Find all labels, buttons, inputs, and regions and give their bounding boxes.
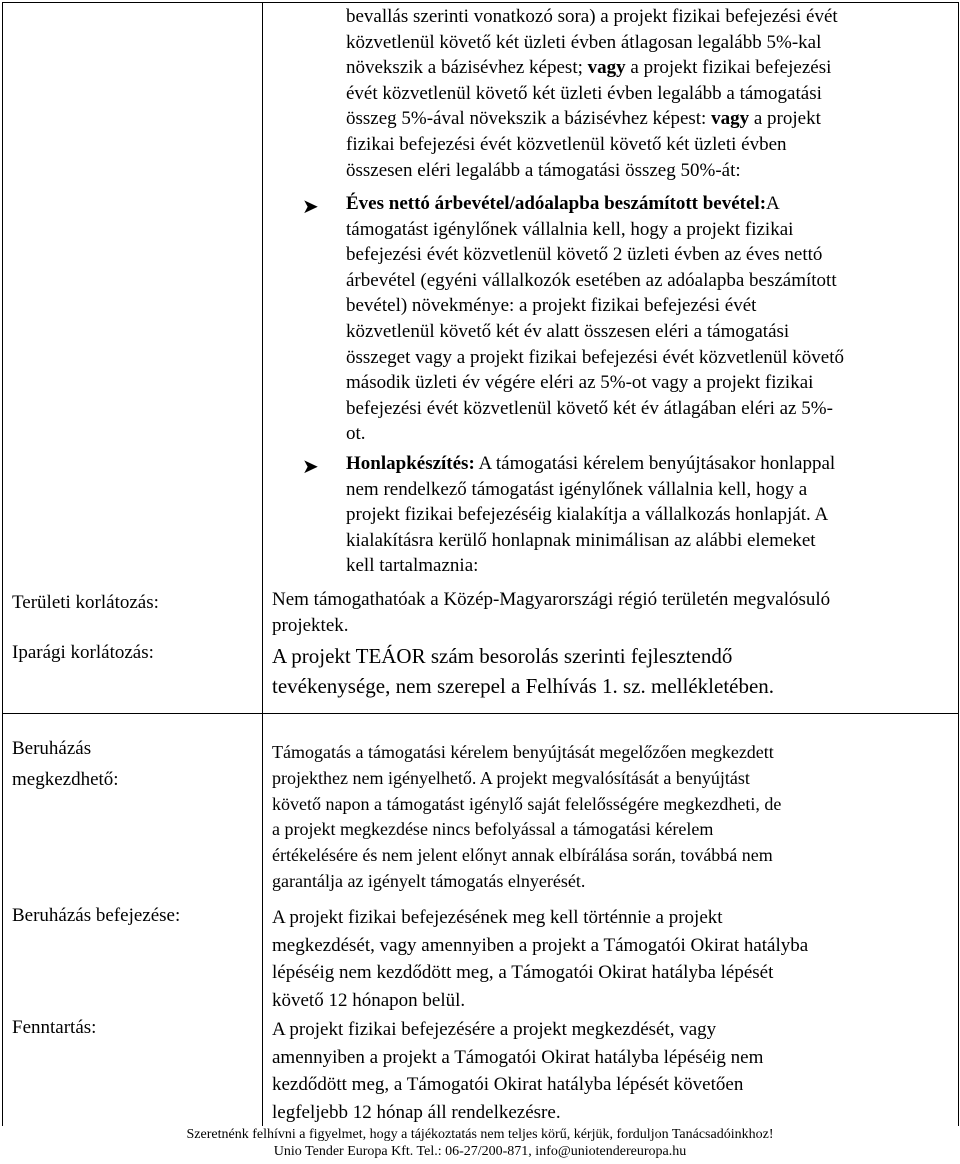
industry-restriction-label: Iparági korlátozás:	[12, 642, 154, 663]
arrow-bullet-icon: ➤	[302, 196, 319, 218]
footer-contact: Unio Tender Europa Kft. Tel.: 06-27/200-871, info@uniotendereuropa.hu	[273, 1144, 687, 1159]
industry-restriction-text: A projekt TEÁOR szám besorolás szerinti fejlesztendő tevékenysége, nem szerepel a Felhívás 1. sz. mellékletében.	[272, 644, 775, 698]
section-divider	[2, 713, 959, 714]
investment-start-text: Támogatás a támogatási kérelem benyújtását megelőzően megkezdett projekthez nem igényelhető. A projekt megvalósítását a benyújtást követő napon a támogatást igénylő saját felelősségére megkezdheti, de a projekt megkezdése nincs befolyással a támogatási kérelem értékelésére és nem jelent előnyt annak elbírálása során, továbbá nem garantálja az igényelt támogatás elnyerését.	[272, 742, 782, 891]
table-left-border	[2, 2, 3, 1126]
maintenance-text: A projekt fizikai befejezésére a projekt megkezdését, vagy amennyiben a projekt a Támogatói Okirat hatályba lépéséig nem kezdődött meg, a Támogatói Okirat hatályba lépését követően legfeljebb 12 hónap áll rendelkezésre.	[272, 1019, 764, 1123]
column-divider	[262, 2, 263, 1126]
bullet-revenue-title: Éves nettó árbevétel/adóalapba beszámított bevétel:	[346, 193, 767, 214]
investment-start-label: Beruházás megkezdhető:	[12, 738, 119, 790]
territorial-restriction-text: Nem támogathatóak a Közép-Magyarországi régió területén megvalósuló projektek.	[272, 589, 831, 636]
bullet-revenue: Éves nettó árbevétel/adóalapba beszámított bevétel:A támogatást igénylőnek vállalnia kell, hogy a projekt fizikai befejezési évét közvetlenül követő 2 üzleti évben az éves nettó árbevétel (egyéni vállalkozók esetében az adóalapba beszámított bevétel) növekménye: a projekt fizikai befejezési évét közvetlenül követő két év alatt összesen eléri a támogatási összeget vagy a projekt fizikai befejezési évét közvetlenül követő második üzleti év végére eléri az 5%-ot vagy a projekt fizikai befejezési évét közvetlenül követő két év átlagában eléri az 5%- ot.	[346, 193, 845, 445]
footer-notice: Szeretnénk felhívni a figyelmet, hogy a tájékoztatás nem teljes körű, kérjük, forduljon Tanácsadóinkhoz!	[186, 1127, 774, 1142]
investment-end-label: Beruházás befejezése:	[12, 905, 181, 926]
table-top-border	[2, 2, 959, 3]
bullet-website: Honlapkészítés: A támogatási kérelem benyújtásakor honlappal nem rendelkező támogatást igénylőnek vállalnia kell, hogy a projekt fizikai befejezéséig kialakítja a vállalkozás honlapját. A kialakításra kerülő honlapnak minimálisan az alábbi elemeket kell tartalmaznia:	[346, 453, 836, 577]
maintenance-label: Fenntartás:	[12, 1017, 97, 1038]
intro-paragraph: bevallás szerinti vonatkozó sora) a projekt fizikai befejezési évét közvetlenül követő két üzleti évben átlagosan legalább 5%-kal növekszik a bázisévhez képest; vagy a projekt fizikai befejezési évét közvetlenül követő két üzleti évben legalább a támogatási összeg 5%-ával növekszik a bázisévhez képest: vagy a projekt fizikai befejezési évét közvetlenül követő két üzleti évben összesen eléri legalább a támogatási összeg 50%-át:	[346, 6, 838, 181]
arrow-bullet-icon: ➤	[302, 456, 319, 478]
investment-end-text: A projekt fizikai befejezésének meg kell történnie a projekt megkezdését, vagy amennyiben a projekt a Támogatói Okirat hatályba lépéséig nem kezdődött meg, a Támogatói Okirat hatályba lépését követő 12 hónapon belül.	[272, 907, 809, 1011]
table-right-border	[958, 2, 959, 1126]
bullet-website-title: Honlapkészítés:	[346, 453, 475, 474]
territorial-restriction-label: Területi korlátozás:	[12, 592, 159, 613]
